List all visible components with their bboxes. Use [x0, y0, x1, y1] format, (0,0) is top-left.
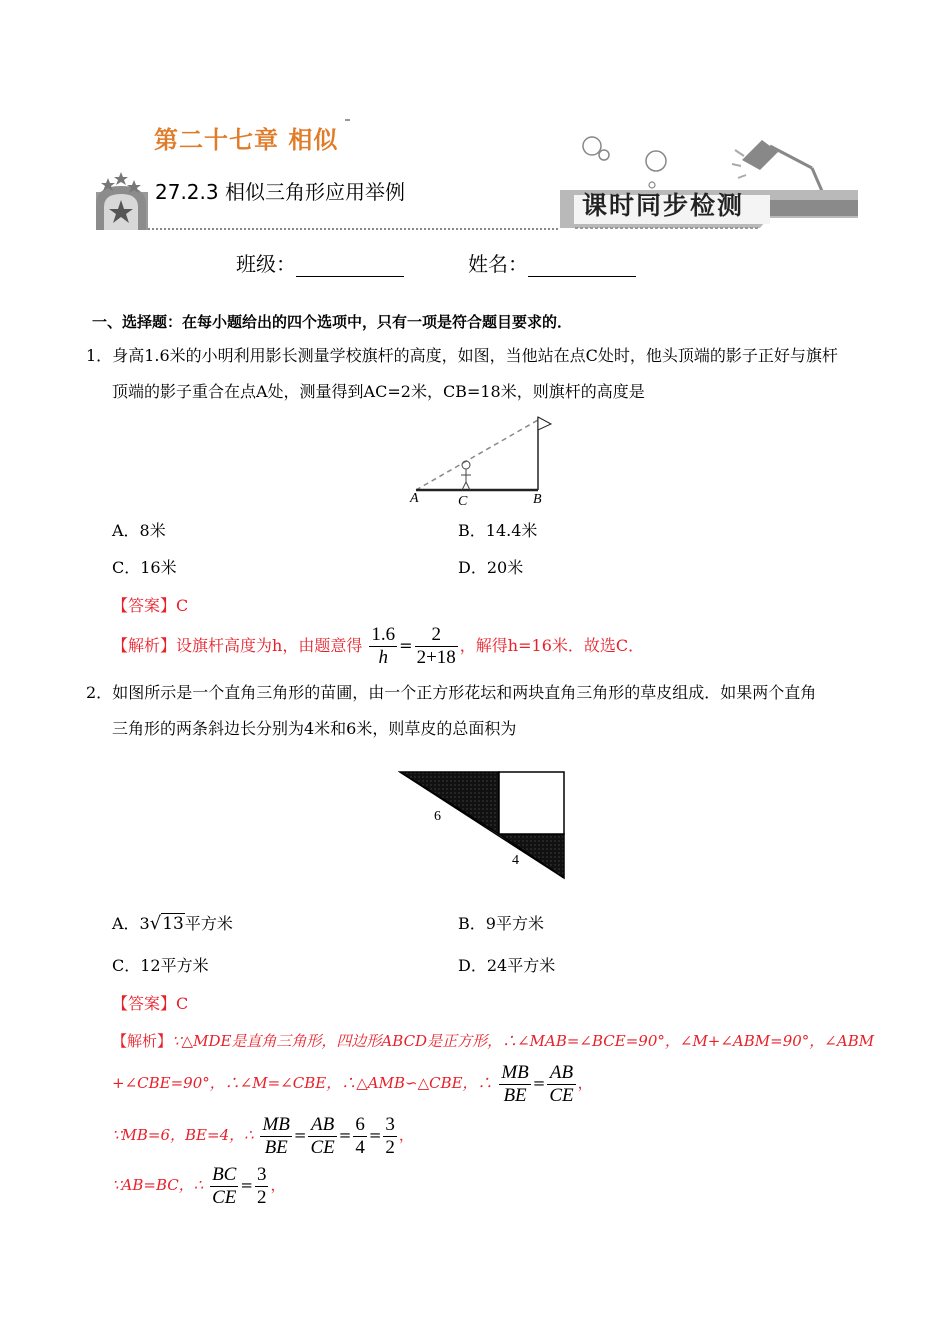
q1-label-b: B [533, 492, 542, 507]
name-label: 姓名： [468, 252, 528, 276]
q2-text-line2: 三角形的两条斜边长分别为4米和6米，则草皮的总面积为 [112, 719, 517, 738]
header-decoration [0, 0, 950, 240]
q1-option-b[interactable]: B．14.4米 [458, 521, 538, 540]
name-blank[interactable] [528, 256, 636, 277]
q1-option-a[interactable]: A．8米 [112, 521, 166, 540]
q1-analysis-pre: 设旗杆高度为h，由题意得 [176, 636, 363, 655]
q1-option-c[interactable]: C．16米 [112, 558, 177, 577]
q1-fraction-1: $\frac{1.6}{h}$ [371, 624, 396, 668]
q2-label-4: 4 [512, 853, 519, 868]
q1-figure [408, 412, 558, 510]
q1-text-line1: 身高1.6米的小明利用影长测量学校旗杆的高度，如图，当他站在点C处时，他头顶端的影子正好与旗杆 [112, 346, 838, 365]
q2-line1 [86, 682, 816, 704]
section-heading: 一、选择题：在每小题给出的四个选项中，只有一项是符合题目要求的． [92, 313, 573, 331]
analysis-tag: 【解析】 [112, 1032, 173, 1050]
q1-label-a: A [410, 491, 419, 506]
q2-analysis-line1: 【解析】∵△MDE是直角三角形，四边形ABCD是正方形，∴∠MAB=∠BCE=90°，∠M+∠ABM=90°，∠ABM [112, 1032, 875, 1050]
section-title: 27.2.3 相似三角形应用举例 [155, 180, 405, 204]
q1-analysis: 【解析】设旗杆高度为h，由题意得 $\frac{1.6}{h}$ = $\frac{2}{2+18}$ ，解得h=16米．故选C． [112, 624, 645, 668]
q1-option-d[interactable]: D．20米 [458, 558, 524, 577]
q2-analysis-line2: +∠CBE=90°，∴∠M=∠CBE，∴△AMB∽△CBE，∴ $\frac{MB}{BE}$ = $\frac{AB}{CE}$ ， [112, 1061, 593, 1106]
person-icon [461, 461, 471, 490]
q1-number: 1． [86, 346, 113, 365]
q2-option-b[interactable]: B．9平方米 [458, 914, 544, 933]
q2-frac-mb-be: $\frac{MB}{BE}$ [501, 1061, 529, 1106]
q2-option-a[interactable]: A．3√13平方米 [112, 913, 233, 934]
q2-analysis-line4: ∵AB=BC，∴ $\frac{BC}{CE}$ = $\frac{3}{2}$ ， [112, 1163, 286, 1208]
q2-answer: 【答案】C [112, 994, 189, 1013]
class-field [236, 248, 404, 277]
q2-label-6: 6 [434, 809, 441, 824]
q1-line1 [86, 345, 838, 367]
q1-analysis-post: ，解得h=16米．故选C． [459, 636, 645, 655]
q1-fraction-2: $\frac{2}{2+18}$ [416, 624, 456, 668]
q2-option-c[interactable]: C．12平方米 [112, 956, 209, 975]
q1-text-line2: 顶端的影子重合在点A处，测量得到AC=2米，CB=18米，则旗杆的高度是 [112, 382, 645, 401]
q1-answer: 【答案】C [112, 596, 189, 615]
sqrt-icon: √ [149, 913, 162, 934]
name-field [468, 248, 636, 277]
q2-number: 2． [86, 683, 113, 702]
chapter-title: 第二十七章 相似 [154, 126, 339, 154]
q2-text-line1: 如图所示是一个直角三角形的苗圃，由一个正方形花坛和两块直角三角形的草皮组成．如果两个直角 [112, 683, 817, 702]
q1-label-c: C [458, 494, 468, 509]
class-blank[interactable] [296, 256, 404, 277]
q2-option-d[interactable]: D．24平方米 [458, 956, 556, 975]
class-label: 班级： [236, 252, 296, 276]
q2-figure [398, 768, 568, 882]
analysis-tag: 【解析】 [112, 636, 177, 655]
banner-title: 课时同步检测 [582, 191, 745, 220]
star-emblem-icon [96, 172, 148, 230]
q2-frac-ab-ce: $\frac{AB}{CE}$ [549, 1061, 574, 1106]
q2-analysis-line3: ∵MB=6，BE=4，∴ $\frac{MB}{BE}$ = $\frac{AB}{CE}$ = $\frac{6}{4}$ = $\frac{3}{2}$ ， [112, 1113, 414, 1158]
